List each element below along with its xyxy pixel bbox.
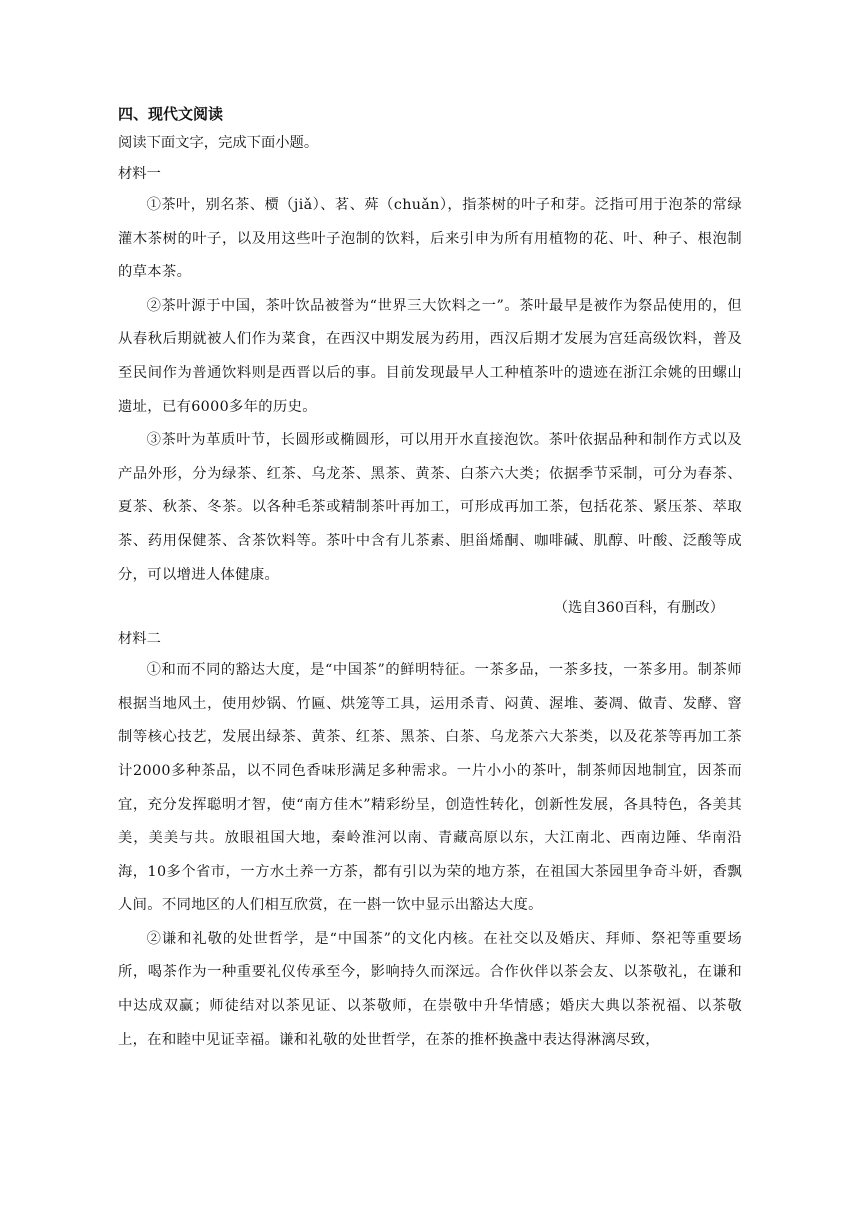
instruction-text: 阅读下面文字，完成下面小题。	[118, 135, 319, 151]
material1-paragraph-3: ③茶叶为革质叶节，长圆形或椭圆形，可以用开水直接泡饮。茶叶依据品种和制作方式以及产品外形，分为绿茶、红茶、乌龙茶、黑茶、黄茶、白茶六大类；依据季节采制，可分为春茶、夏茶、秋茶、冬茶。以各种毛茶或精制茶叶再加工，可形成再加工茶，包括花茶、紧压茶、萃取茶、药用保健茶、含茶饮料等。茶叶中含有儿茶素、胆甾烯酮、咖啡碱、肌醇、叶酸、泛酸等成分，可以增进人体健康。	[118, 432, 742, 583]
material1-title: 材料一	[118, 166, 161, 182]
material1-paragraph-2: ②茶叶源于中国，茶叶饮品被誉为“世界三大饮料之一”。茶叶最早是被作为祭品使用的，但从春秋后期就被人们作为菜食，在西汉中期发展为药用，西汉后期才发展为宫廷高级饮料，普及至民间作为普通饮料则是西晋以后的事。目前发现最早人工种植茶叶的遗迹在浙江余姚的田螺山遗址，已有6000多年的历史。	[118, 297, 742, 415]
section-heading: 四、现代文阅读	[118, 105, 224, 123]
material2-paragraph-1: ①和而不同的豁达大度，是“中国茶”的鲜明特征。一茶多品，一茶多技，一茶多用。制茶师根据当地风土，使用炒锅、竹匾、烘笼等工具，运用杀青、闷黄、渥堆、萎凋、做青、发酵、窨制等核心技艺，发展出绿茶、黄茶、红茶、黑茶、白茶、乌龙茶六大茶类，以及花茶等再加工茶计2000多种茶品，以不同色香味形满足多种需求。一片小小的茶叶，制茶师因地制宜，因茶而宜，充分发挥聪明才智，使“南方佳木”精彩纷呈，创造性转化，创新性发展，各具特色，各美其美，美美与共。放眼祖国大地，秦岭淮河以南、青藏高原以东，大江南北、西南边陲、华南沿海，10多个省市，一方水土养一方茶，都有引以为荣的地方茶，在祖国大茶园里争奇斗妍，香飘人间。不同地区的人们相互欣赏，在一斟一饮中显示出豁达大度。	[118, 662, 742, 914]
material2-paragraph-2: ②谦和礼敬的处世哲学，是“中国茶”的文化内核。在社交以及婚庆、拜师、祭祀等重要场所，喝茶作为一种重要礼仪传承至今，影响持久而深远。合作伙伴以茶会友、以茶敬礼，在谦和中达成双赢；师徒结对以茶见证、以茶敬师，在崇敬中升华情感；婚庆大典以茶祝福、以茶敬上，在和睦中见证幸福。谦和礼敬的处世哲学，在茶的推杯换盏中表达得淋漓尽致，	[118, 930, 742, 1048]
material1-source: （选自360百科，有删改）	[553, 600, 724, 617]
material1-paragraph-1: ①茶叶，别名茶、槚（jiǎ）、茗、荈（chuǎn），指茶树的叶子和芽。泛指可用于泡茶的常绿灌木茶树的叶子，以及用这些叶子泡制的饮料，后来引申为所有用植物的花、叶、种子、根泡制的草本茶。	[118, 197, 742, 281]
material2-title: 材料二	[118, 631, 161, 648]
reading-section	[118, 100, 742, 1057]
material1-body	[118, 189, 742, 592]
material2-body	[118, 654, 742, 1057]
